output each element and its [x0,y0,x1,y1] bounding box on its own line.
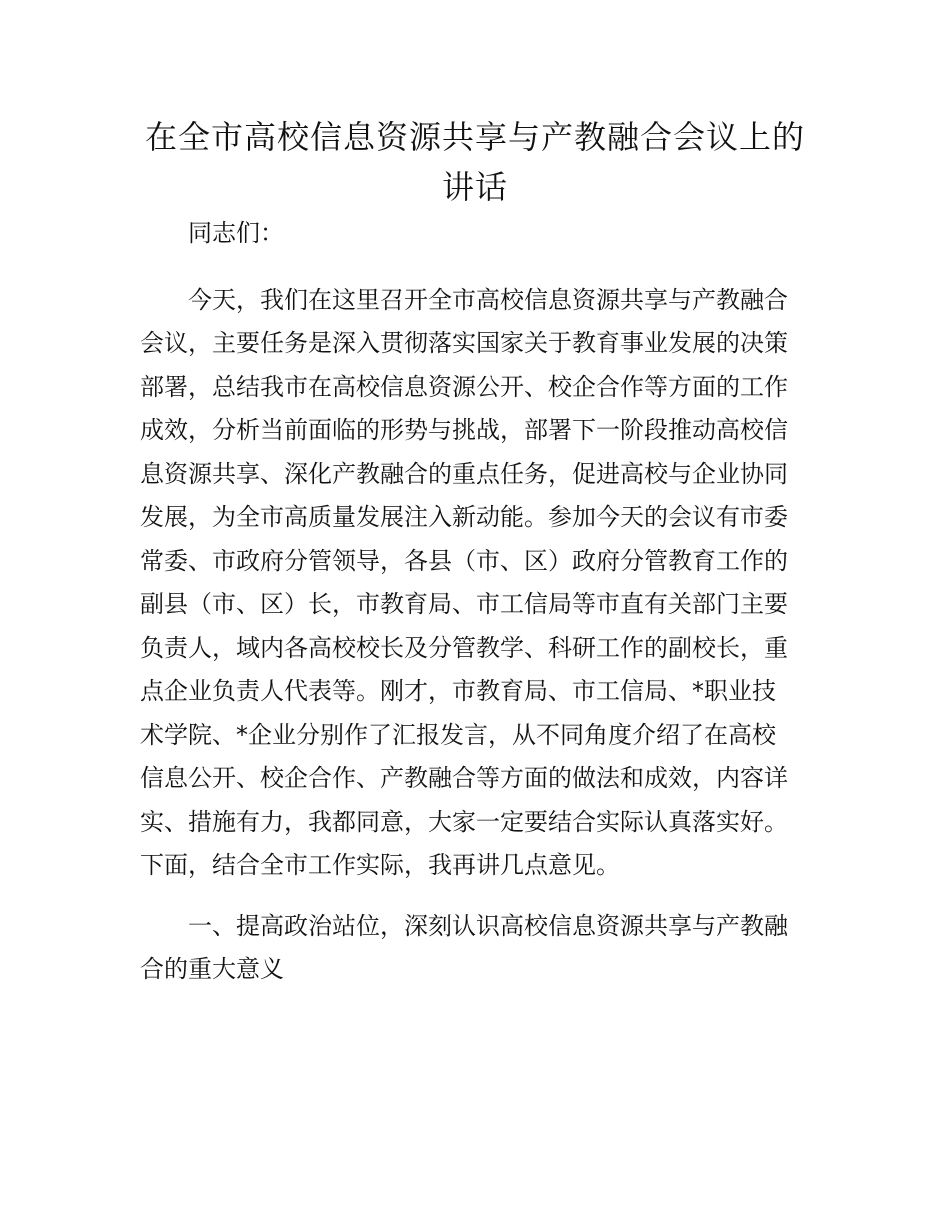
salutation [140,212,810,256]
paragraph-line: 负责人，域内各高校校长及分管教学、科研工作的副校长，重 [140,633,788,662]
title-line-1: 在全市高校信息资源共享与产教融合会议上的 [144,118,805,156]
document-title [140,112,810,212]
title-line-2: 讲话 [441,168,508,206]
section-heading-1 [140,905,810,992]
paragraph-line: 今天，我们在这里召开全市高校信息资源共享与产教融合 [188,285,788,314]
paragraph-line: 下面，结合全市工作实际，我再讲几点意见。 [140,851,620,879]
paragraph-line: 部署，总结我市在高校信息资源公开、校企合作等方面的工作 [140,372,788,401]
paragraph-line: 常委、市政府分管领导，各县（市、区）政府分管教育工作的 [140,546,788,575]
paragraph-line: 信息公开、校企合作、产教融合等方面的做法和成效，内容详 [140,764,788,792]
paragraph-line: 成效，分析当前面临的形势与挑战，部署下一阶段推动高校信 [140,416,788,444]
paragraph-line: 实、措施有力，我都同意，大家一定要结合实际认真落实好。 [140,807,788,836]
paragraph-line: 会议，主要任务是深入贯彻落实国家关于教育事业发展的决策 [140,329,788,357]
heading-line: 一、提高政治站位，深刻认识高校信息资源共享与产教融 [188,911,788,940]
paragraph-line: 副县（市、区）长，市教育局、市工信局等市直有关部门主要 [140,590,788,618]
intro-paragraph [140,279,810,888]
salutation-text: 同志们： [188,219,284,247]
document-body [140,212,810,992]
paragraph-line: 术学院、*企业分别作了汇报发言，从不同角度介绍了在高校 [140,720,776,749]
paragraph-line: 发展，为全市高质量发展注入新动能。参加今天的会议有市委 [140,503,788,531]
heading-line: 合的重大意义 [140,955,284,983]
paragraph-line: 点企业负责人代表等。刚才，市教育局、市工信局、*职业技 [140,677,776,705]
paragraph-line: 息资源共享、深化产教融合的重点任务，促进高校与企业协同 [140,459,788,488]
